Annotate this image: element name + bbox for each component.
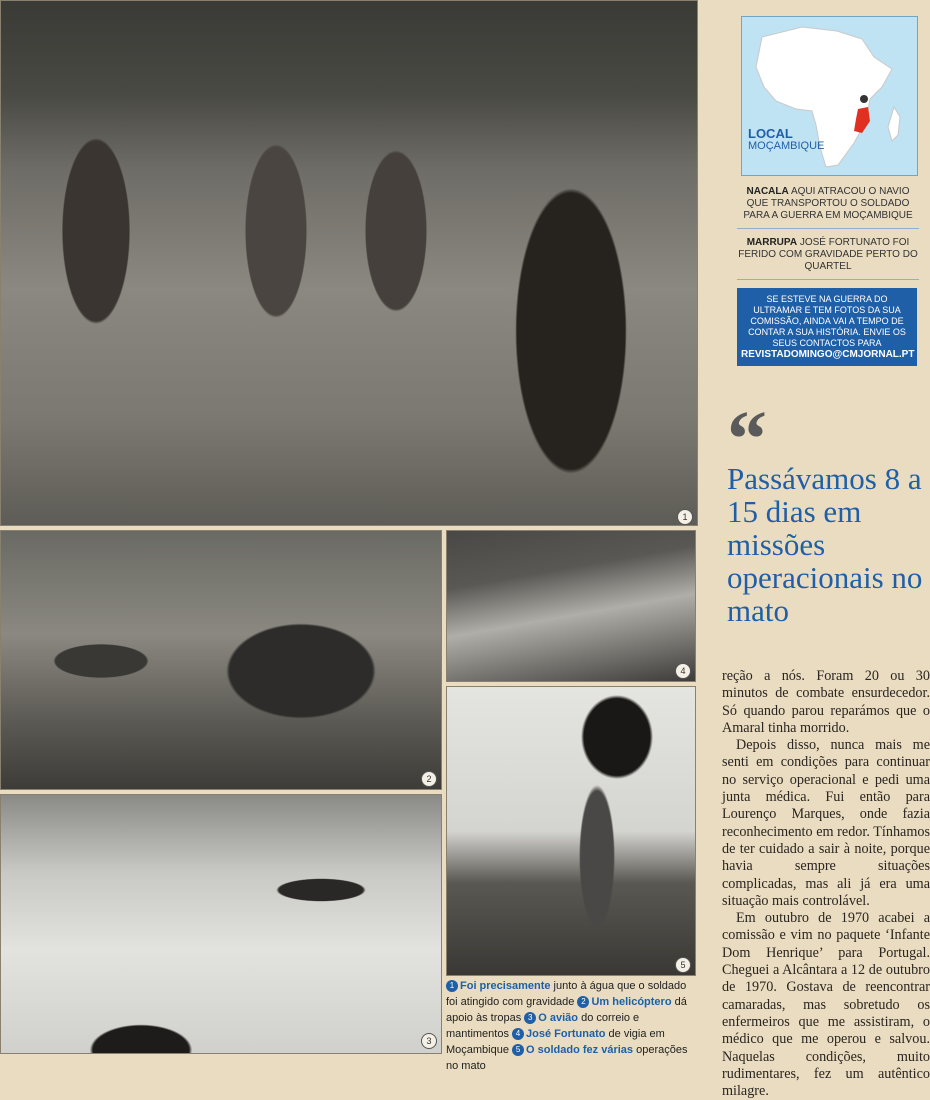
location-pin-icon (860, 95, 868, 103)
caption-bold: Foi precisamente (460, 980, 551, 992)
location-label (748, 127, 824, 153)
marrupa-info (737, 237, 919, 280)
africa-map (741, 16, 918, 176)
article-body (722, 668, 930, 1100)
caption-number-icon: 5 (512, 1044, 524, 1056)
caption-text: dá apoio às tropas (446, 996, 687, 1024)
promo-email-link[interactable]: REVISTADOMINGO@CMJORNAL.PT (741, 349, 915, 360)
body-paragraph: Depois disso, nunca mais me senti em condições para continuar no serviço operacional e pedi uma junta médica. Fui então para Lourenço Marques, onde fazia reconhecimento em redor. Tínhamos de ter cuidado a sair à noite, porque havia sempre situações complicadas, mas ali já era uma situação mais controlável. (722, 737, 930, 909)
helicopter-photo (0, 530, 442, 790)
photo-number-badge: 2 (421, 771, 437, 787)
caption-number-icon: 1 (446, 980, 458, 992)
location-sidebar (727, 8, 922, 366)
mail-plane-photo (0, 794, 442, 1054)
smoke-column-photo (446, 686, 696, 976)
photo-number-badge: 5 (675, 957, 691, 973)
madagascar-shape (888, 107, 900, 141)
photo-number-badge: 1 (677, 509, 693, 525)
contact-promo (737, 288, 917, 366)
body-paragraph: reção a nós. Foram 20 ou 30 minutos de combate ensurdecedor. Só quando parou reparámos que o Amaral tinha morrido. (722, 668, 930, 736)
soldiers-wading-photo (0, 0, 698, 526)
caption-number-icon: 3 (524, 1012, 536, 1024)
caption-bold: O avião (538, 1012, 579, 1024)
photo-number-badge: 4 (675, 663, 691, 679)
caption-text: junto à água que o soldado foi atingido com gravidade (446, 980, 687, 1008)
caption-bold: Um helicóptero (591, 996, 672, 1008)
marrupa-text: JOSÉ FORTUNATO FOI FERIDO COM GRAVIDADE PERTO DO QUARTEL (738, 237, 918, 272)
photo-number-badge: 3 (421, 1033, 437, 1049)
pull-quote: Passávamos 8 a 15 dias em missões operacionais no mato (727, 461, 923, 628)
caption-text: operações no mato (446, 1044, 688, 1072)
body-paragraph: Em outubro de 1970 acabei a comissão e vim no paquete ‘Infante Dom Henrique’ para Portugal. Cheguei a Alcântara a 12 de outubro de 1970. Gostava de reencontrar camaradas, mas sobretudo os enfermeiros que me assistiram, o médico que me operou e salvou. Naquelas condições, muito rudimentares, fez um autêntico milagre. (722, 910, 930, 1100)
watch-post-photo (446, 530, 696, 682)
caption-text: de vigia em Moçambique (446, 1028, 665, 1056)
promo-text: SE ESTEVE NA GUERRA DO ULTRAMAR E TEM FOTOS DA SUA COMISSÃO, AINDA VAI A TEMPO DE CONTAR A SUA HISTÓRIA. ENVIE OS SEUS CONTACTOS PARA (748, 294, 906, 348)
quote-mark-icon: “ (727, 396, 767, 484)
caption-bold: José Fortunato (526, 1028, 606, 1040)
caption-text: do correio e mantimentos (446, 1012, 640, 1040)
location-info (737, 186, 919, 280)
caption-bold: O soldado fez várias (526, 1044, 634, 1056)
local-value: MOÇAMBIQUE (748, 140, 825, 152)
nacala-text: AQUI ATRACOU O NAVIO QUE TRANSPORTOU O SOLDADO PARA A GUERRA EM MOÇAMBIQUE (743, 186, 913, 221)
local-label: LOCAL (748, 126, 793, 141)
caption-number-icon: 2 (577, 996, 589, 1008)
caption-number-icon: 4 (512, 1028, 524, 1040)
nacala-info (737, 186, 919, 229)
nacala-name: NACALA (746, 186, 789, 197)
marrupa-name: MARRUPA (746, 237, 798, 248)
photo-captions (446, 978, 696, 1074)
